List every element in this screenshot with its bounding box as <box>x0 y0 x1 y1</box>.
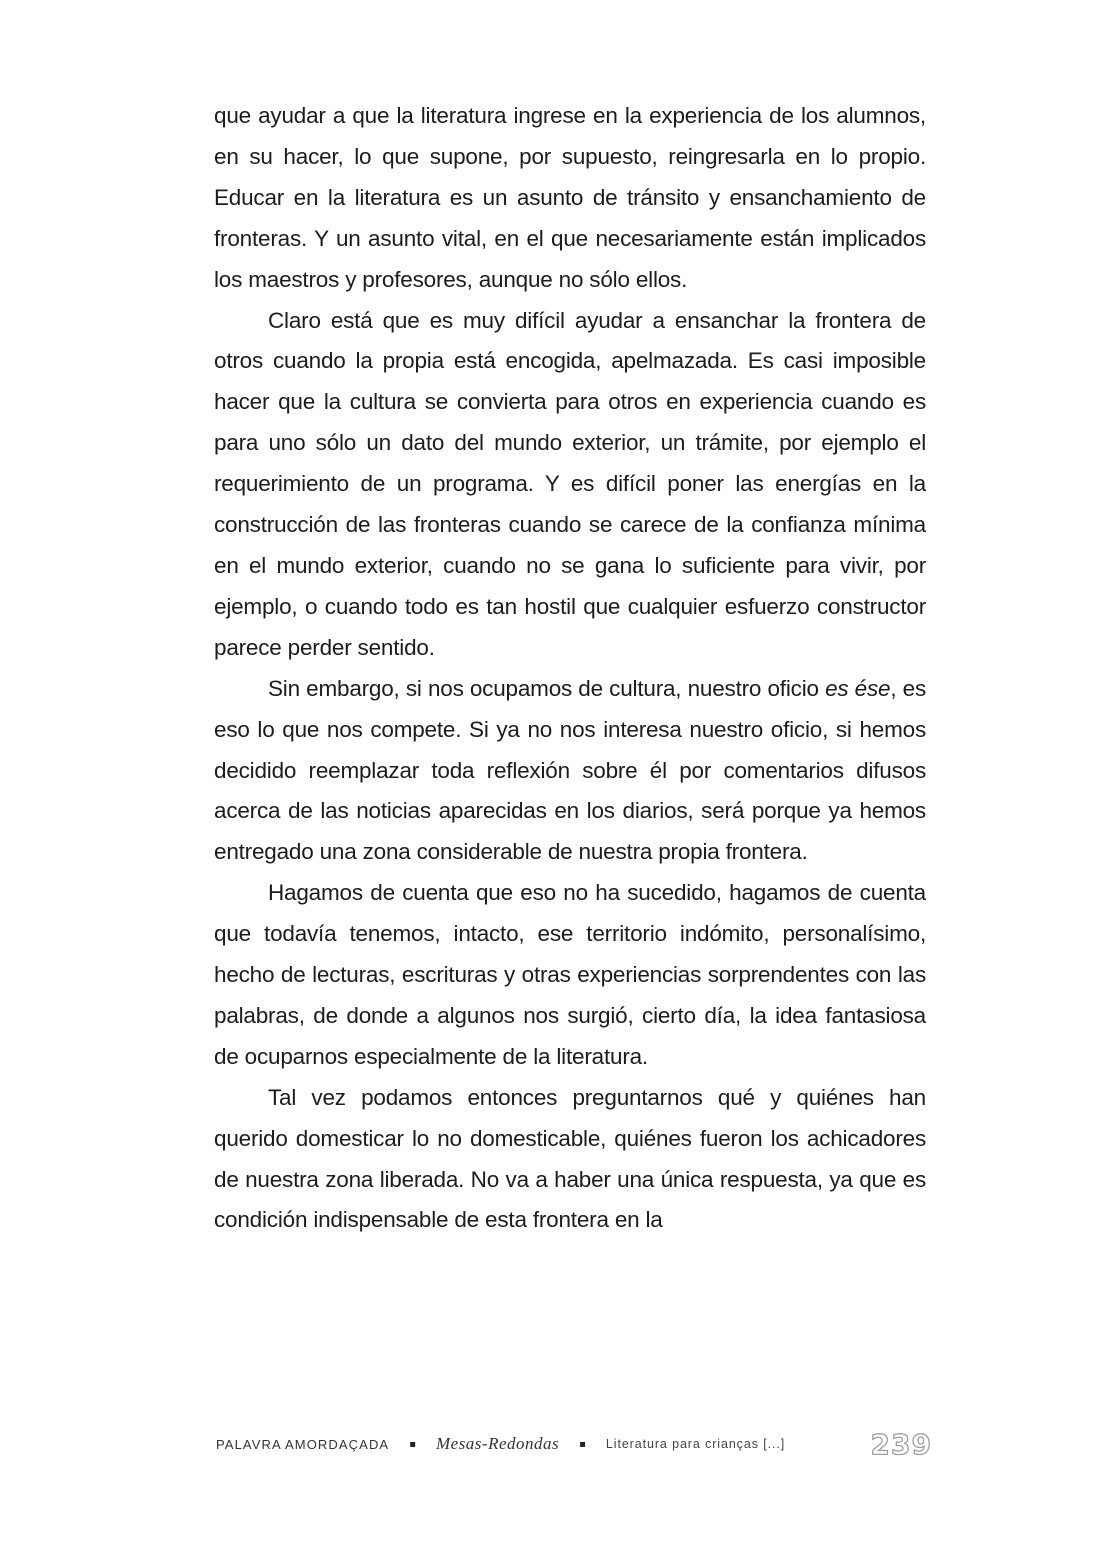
footer-section-title: Mesas-Redondas <box>435 1434 560 1453</box>
paragraph: Claro está que es muy difícil ayudar a ensanchar la frontera de otros cuando la propia está encogida, apelmazada. Es casi imposible hacer que la cultura se convierta para otros en experiencia cuando es para uno sólo un dato del mundo exterior, un trámite, por ejemplo el requerimiento de un programa. Y es difícil poner las energías en la construcción de las fronteras cuando se carece de la confianza mínima en el mundo exterior, cuando no se gana lo suficiente para vivir, por ejemplo, o cuando todo es tan hostil que cualquier esfuerzo constructor parece perder sentido. <box>214 307 926 660</box>
footer-separator-icon: ▪ <box>579 1438 586 1450</box>
paragraph: Hagamos de cuenta que eso no ha sucedido, hagamos de cuenta que todavía tenemos, intacto, ese territorio indómito, personalísimo, hecho de lecturas, escrituras y otras experiencias sorprendentes con las palabras, de donde a algunos nos surgió, cierto día, la idea fantasiosa de ocuparnos especialmente de la literatura. <box>214 880 926 1069</box>
footer-series-title: PALAVRA AMORDAÇADA <box>216 1436 390 1452</box>
emphasis: es ése <box>825 675 891 701</box>
page-number: 239 <box>870 1427 932 1461</box>
footer-separator-icon: ▪ <box>409 1438 416 1450</box>
body-text <box>214 96 926 1241</box>
paragraph: que ayudar a que la literatura ingrese en la experiencia de los alumnos, en su hacer, lo que supone, por supuesto, reingresarla en lo propio. Educar en la literatura es un asunto de tránsito y ensanchamiento de fronteras. Y un asunto vital, en el que necesariamente están implicados los maestros y profesores, aunque no sólo ellos. <box>214 103 926 292</box>
paragraph: Tal vez podamos entonces preguntarnos qué y quiénes han querido domesticar lo no domesticable, quiénes fueron los achicadores de nuestra zona liberada. No va a haber una única respuesta, ya que es condición indispensable de esta frontera en la <box>214 1084 926 1233</box>
paragraph: Sin embargo, si nos ocupamos de cultura, nuestro oficio es ése, es eso lo que nos compete. Si ya no nos interesa nuestro oficio, si hemos decidido reemplazar toda reflexión sobre él por comentarios difusos acerca de las noticias aparecidas en los diarios, será porque ya hemos entregado una zona considerable de nuestra propia frontera. <box>214 675 926 865</box>
running-footer <box>216 1424 936 1464</box>
footer-topic-title: Literatura para crianças [...] <box>605 1437 786 1451</box>
